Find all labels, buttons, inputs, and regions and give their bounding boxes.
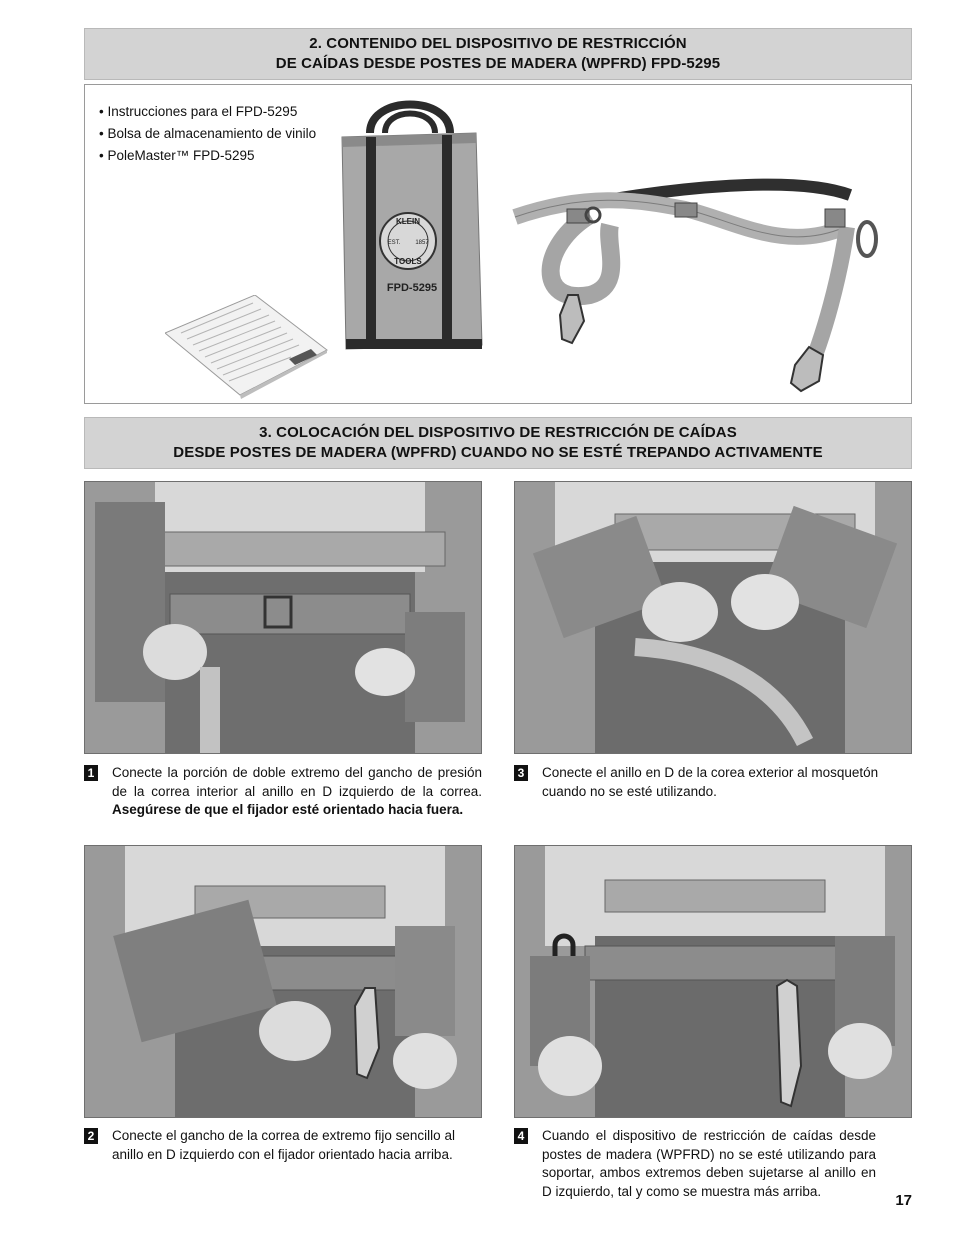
section-3-heading [84,417,912,469]
list-item: • Bolsa de almacenamiento de vinilo [99,123,316,145]
step-number-badge: 4 [514,1128,528,1144]
step-1-text: Conecte la porción de doble extremo del gancho de presión de la correa interior al anillo en D izquierdo de la correa. [112,765,482,799]
step-number-badge: 1 [84,765,98,781]
step-1-photo [84,481,482,754]
step-3-text: Conecte el anillo en D de la corea exterior al mosquetón cuando no se esté utilizando. [542,765,879,799]
bag-label: FPD-5295 [386,282,438,294]
step-1-caption [84,764,482,820]
list-item: • Instrucciones para el FPD-5295 [99,101,316,123]
section-2-heading [84,28,912,80]
step-1-text-block [112,764,482,820]
section-2-title-line2: DE CAÍDAS DESDE POSTES DE MADERA (WPFRD) FPD-5295 [275,55,721,72]
step-2-caption [84,1127,482,1164]
contents-list [99,101,316,167]
section-2-title-line1: 2. CONTENIDO DEL DISPOSITIVO DE RESTRICCIÓN [309,35,687,52]
section-3-title-line2: DESDE POSTES DE MADERA (WPFRD) CUANDO NO SE ESTÉ TREPANDO ACTIVAMENTE [173,444,823,461]
step-4-caption [514,1127,912,1201]
contents-box [84,84,912,404]
section-3-title-line1: 3. COLOCACIÓN DEL DISPOSITIVO DE RESTRICCIÓN DE CAÍDAS [259,424,737,441]
step-2-text: Conecte el gancho de la correa de extremo fijo sencillo al anillo en D izquierdo con el fijador orientado hacia arriba. [112,1128,455,1162]
bag-logo-bottom-text: TOOLS [394,257,422,266]
step-4-text: Cuando el dispositivo de restricción de caídas desde postes de madera (WPFRD) no se esté utilizando para soportar, ambos extremos deben sujetarse al anillo en D izquierdo, tal y como se muestra más arriba. [542,1128,876,1199]
step-3-caption [514,764,912,801]
step-4-photo [514,845,912,1118]
step-number-badge: 3 [514,765,528,781]
step-3-photo [514,481,912,754]
bag-logo-est: EST. [387,240,401,246]
step-number-badge: 2 [84,1128,98,1144]
bag-logo-year: 1857 [415,240,429,246]
polemaster-lanyard-image [495,165,907,395]
list-item: • PoleMaster™ FPD-5295 [99,145,316,167]
instruction-booklet-image [165,295,335,405]
step-1-bold-text: Asegúrese de que el fijador esté orientado hacia fuera. [112,802,464,817]
page-number: 17 [895,1192,912,1209]
step-2-photo [84,845,482,1118]
bag-logo-top-text: KLEIN [396,217,420,226]
storage-bag-image [330,93,490,355]
